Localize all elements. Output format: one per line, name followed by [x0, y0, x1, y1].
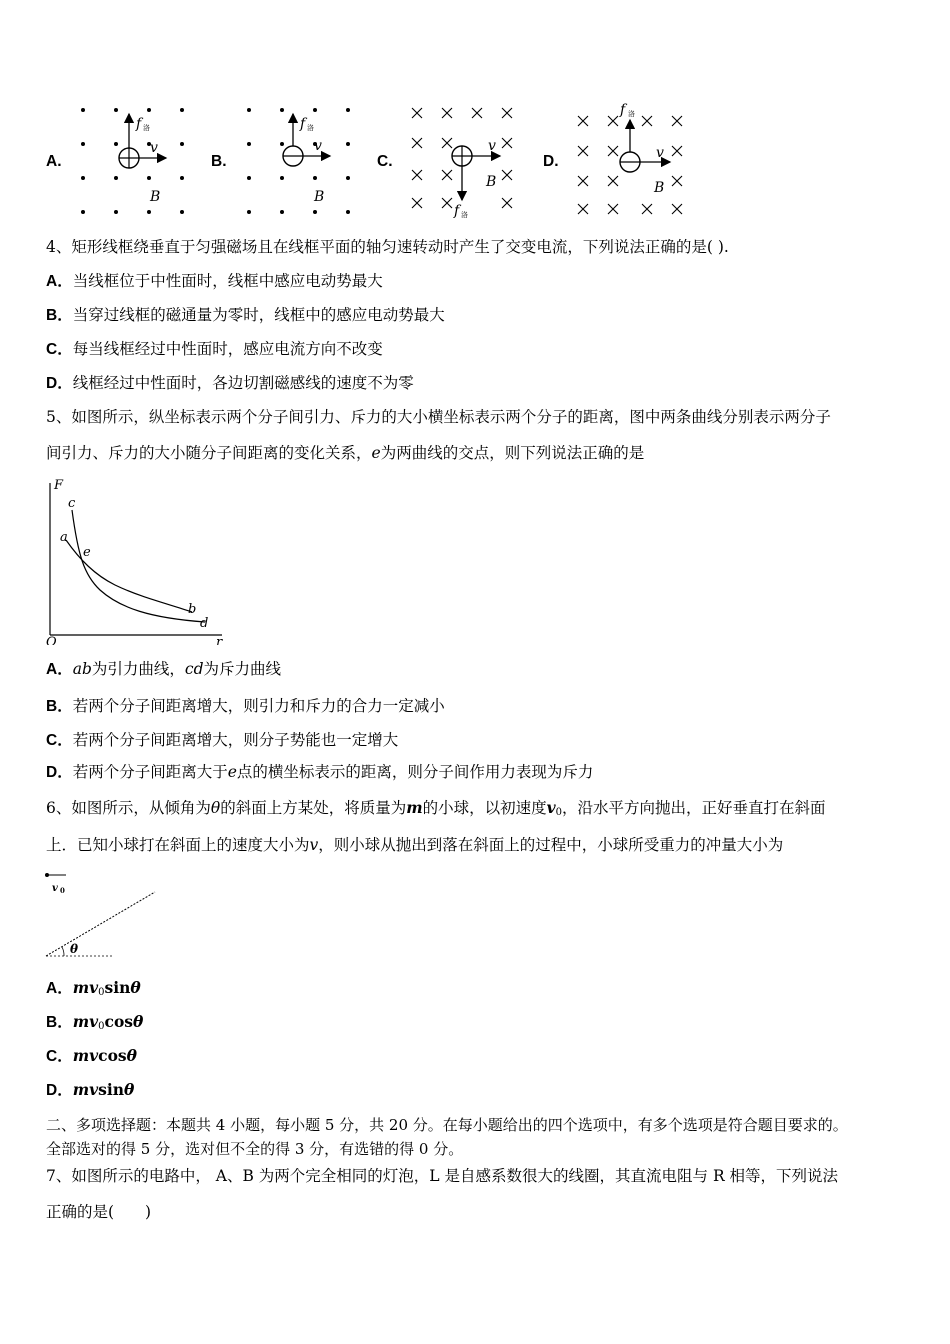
- q5-option-d[interactable]: D．若两个分子间距离大于e点的横坐标表示的距离，则分子间作用力表现为斥力: [46, 763, 594, 781]
- option-label: D．: [46, 375, 73, 392]
- velocity-label: v: [314, 138, 322, 154]
- q4-option-b[interactable]: [46, 305, 445, 326]
- q6-incline-figure: [40, 870, 160, 962]
- force-sub-label: 洛: [628, 110, 635, 118]
- initial-velocity-sub: 0: [60, 886, 65, 895]
- curve-label-d: d: [200, 616, 209, 631]
- q6-option-d[interactable]: D．mvsinθ: [46, 1080, 135, 1099]
- option-text: 线框经过中性面时，各边切割磁感线的速度不为零: [72, 374, 414, 392]
- curve-label-b: b: [188, 602, 197, 617]
- axis-x-label: r: [216, 635, 223, 645]
- force-sub-label: 洛: [307, 124, 314, 132]
- force-sub-label: 洛: [143, 124, 150, 132]
- q3-figure-c: [406, 98, 526, 223]
- q6-option-c[interactable]: C．mvcosθ: [46, 1046, 137, 1065]
- q3-option-d-label[interactable]: D.: [543, 153, 559, 170]
- curve-label-a: a: [60, 530, 68, 545]
- field-label: B: [654, 180, 665, 196]
- option-label: A．: [46, 273, 73, 290]
- incline-angle-label: θ: [70, 942, 79, 956]
- field-label: B: [314, 189, 325, 205]
- force-label: f: [136, 116, 142, 132]
- option-label: B．: [46, 307, 73, 324]
- q3-option-a-label[interactable]: A.: [46, 153, 62, 170]
- q4-option-c[interactable]: [46, 339, 383, 360]
- q6-stem-line2: 上．已知小球打在斜面上的速度大小为v，则小球从抛出到落在斜面上的过程中，小球所受重力的冲量大小为: [46, 836, 784, 854]
- q5-stem-line2: 间引力、斥力的大小随分子间距离的变化关系，e为两曲线的交点，则下列说法正确的是: [46, 444, 645, 462]
- q5-stem-line1: 5、如图所示，纵坐标表示两个分子间引力、斥力的大小横坐标表示两个分子的距离，图中两条曲线分别表示两分子: [46, 408, 831, 426]
- q6-option-b[interactable]: B．$mv_0\cos\theta$: [46, 1012, 144, 1032]
- force-label: f: [620, 102, 626, 118]
- option-label: C．: [46, 341, 73, 358]
- q5-force-distance-graph: [40, 475, 230, 645]
- q5-option-c[interactable]: C．若两个分子间距离增大，则分子势能也一定增大: [46, 731, 399, 749]
- field-label: B: [150, 189, 161, 205]
- q7-stem-line2: 正确的是( ): [46, 1203, 152, 1221]
- velocity-label: v: [488, 138, 496, 154]
- section2-header-line2: 全部选对的得 5 分，选对但不全的得 3 分，有选错的得 0 分。: [46, 1140, 464, 1158]
- option-text: 当线框位于中性面时，线框中感应电动势最大: [72, 272, 383, 290]
- origin-label: O: [46, 635, 57, 645]
- option-text: 每当线框经过中性面时，感应电流方向不改变: [72, 340, 383, 358]
- q4-option-a[interactable]: [46, 271, 383, 292]
- q3-figure-a: [70, 98, 190, 223]
- q3-option-b-label[interactable]: B.: [211, 153, 227, 170]
- q3-figure-b: [236, 98, 356, 223]
- q7-stem-line1: 7、如图所示的电路中， A、B 为两个完全相同的灯泡，L 是自感系数很大的线圈，其直流电阻与 R 相等，下列说法: [46, 1167, 839, 1185]
- option-text: 当穿过线框的磁通量为零时，线框中的感应电动势最大: [72, 306, 445, 324]
- q3-figure-row: [40, 98, 700, 223]
- axis-y-label: F: [54, 478, 64, 493]
- q3-option-c-label[interactable]: C.: [377, 153, 393, 170]
- q6-stem-line1: 6、如图所示，从倾角为θ的斜面上方某处，将质量为m的小球，以初速度$v_0$，沿水平方向抛出，正好垂直打在斜面: [46, 798, 826, 818]
- force-label: f: [300, 116, 306, 132]
- force-sub-label: 洛: [461, 211, 468, 219]
- velocity-label: v: [656, 145, 664, 161]
- q5-option-b[interactable]: B．若两个分子间距离增大，则引力和斥力的合力一定减小: [46, 697, 445, 715]
- q4-stem: 4、矩形线框绕垂直于匀强磁场且在线框平面的轴匀速转动时产生了交变电流，下列说法正确的是( ).: [46, 238, 729, 256]
- velocity-label: v: [150, 140, 158, 156]
- force-label: f: [454, 203, 460, 219]
- section2-header-line1: 二、多项选择题：本题共 4 小题，每小题 5 分，共 20 分。在每小题给出的四个选项中，有多个选项是符合题目要求的。: [46, 1116, 848, 1134]
- repulsion-curve-cd: [72, 510, 205, 622]
- field-label: B: [486, 174, 497, 190]
- q6-option-a[interactable]: A．$mv_0\sin\theta$: [46, 978, 141, 998]
- q5-option-a[interactable]: A．ab为引力曲线，cd为斥力曲线: [46, 660, 282, 678]
- initial-velocity-label: v: [52, 883, 58, 894]
- intersection-label-e: e: [83, 545, 91, 560]
- q4-option-d[interactable]: [46, 373, 414, 394]
- curve-label-c: c: [68, 496, 76, 511]
- q3-figure-d: [572, 98, 692, 223]
